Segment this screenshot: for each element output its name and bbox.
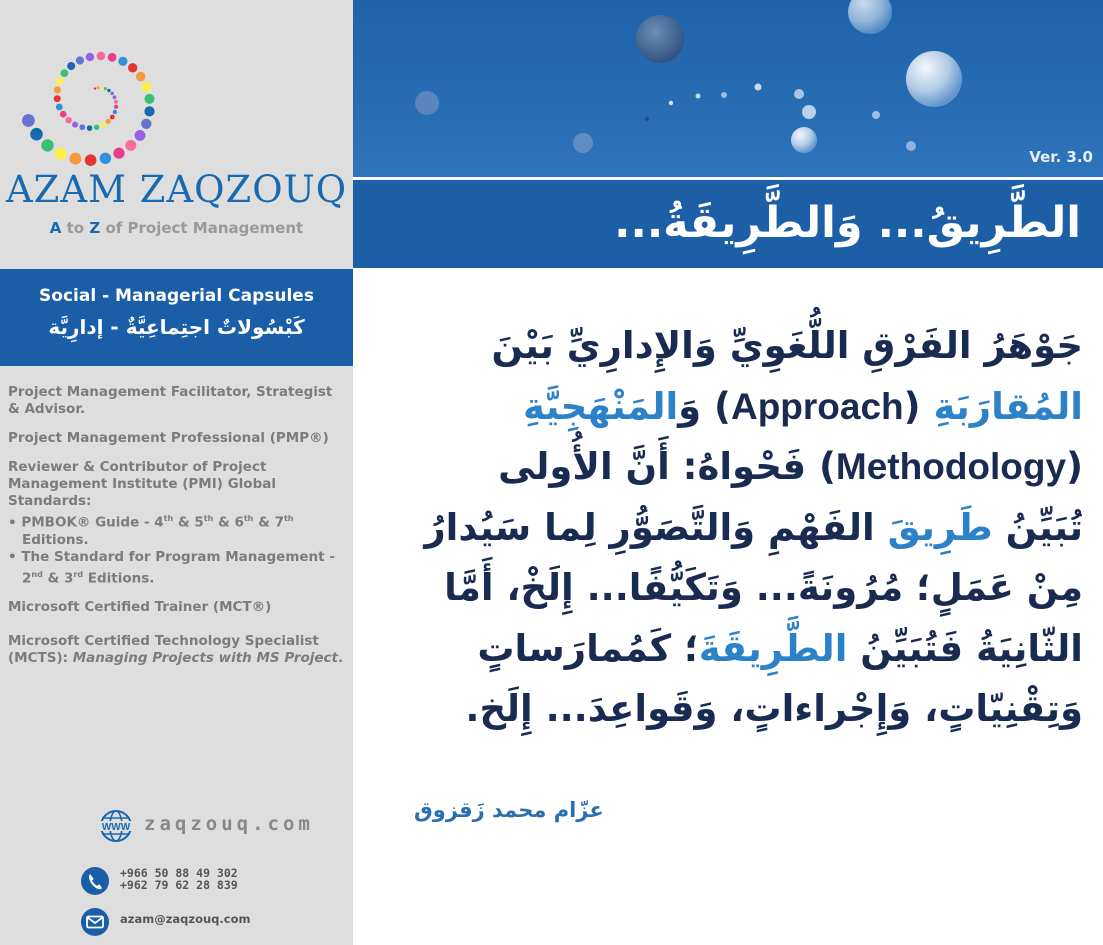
article-body — [378, 316, 1083, 740]
body-line-4: تُبَيِّنُ طَرِيقَ الفَهْمِ وَالتَّصَوُّرِ لِما سَيُدارُ — [424, 505, 1083, 549]
credential-reviewer: Reviewer & Contributor of Project Management Institute (PMI) Global Standards: — [8, 459, 276, 509]
website-url[interactable]: zaqzouq.com — [144, 813, 314, 835]
body-line-1: جَوْهَرُ الفَرْقِ اللُّغَوِيِّ وَالإِدارِيِّ بَيْنَ — [491, 324, 1083, 367]
phone-2: +962 79 62 28 839 — [120, 878, 238, 892]
credential-pmp: Project Management Professional (PMP®) — [8, 430, 329, 446]
capsules-banner — [0, 269, 353, 366]
logo — [0, 0, 353, 262]
capsules-arabic: كَبْسُولاتٌ اجتِماعِيَّةٌ - إدارِيَّة — [48, 315, 305, 339]
brand-name: AZAM ZAQZOUQ — [5, 168, 348, 211]
brand-tagline: A to Z of Project Management — [49, 219, 304, 237]
svg-text:WWW: WWW — [101, 822, 131, 833]
mail-icon — [80, 907, 110, 937]
phone-1: +966 50 88 49 302 — [120, 866, 238, 880]
author-signature: عزّام محمد زَقزوق — [414, 798, 604, 822]
spiral-dots-logo-icon — [0, 0, 353, 170]
body-line-5: مِنْ عَمَلٍ؛ مُرُونَةً... وَتَكَيُّفًا... إِلَخْ، أَمَّا — [444, 566, 1083, 609]
credential-facilitator: Project Management Facilitator, Strategist & Advisor. — [8, 384, 333, 417]
body-line-6: الثّانِيَةُ فَتُبَيِّنُ الطَّرِيقَةَ؛ كَمُمارَساتٍ — [477, 626, 1083, 670]
credential-mcts: Microsoft Certified Technology Specialist (MCTS): Managing Projects with MS Project. — [8, 633, 344, 666]
title-bar — [353, 180, 1103, 268]
body-line-3: (Methodology) فَحْواهُ: أَنَّ الأُولى — [498, 445, 1083, 488]
body-line-2: المُقارَبَةِ (Approach) وَالمَنْهَجِيَّةِ — [523, 384, 1083, 428]
credentials-list — [8, 384, 348, 679]
reviewer-standards — [8, 510, 348, 587]
sidebar — [0, 0, 353, 945]
phone-icon — [80, 866, 110, 896]
credential-mct: Microsoft Certified Trainer (MCT®) — [8, 599, 272, 615]
email-address[interactable]: azam@zaqzouq.com — [120, 912, 251, 926]
phone-numbers — [120, 867, 238, 891]
page-title: الطَّرِيقُ... وَالطَّرِيقَةُ... — [614, 198, 1081, 248]
standard-pmbok: • PMBOK® Guide - 4th & 5th & 6th & 7th Editions. — [8, 510, 348, 549]
website[interactable] — [96, 808, 346, 844]
decorative-bubbles — [353, 0, 1103, 177]
standard-program: • The Standard for Program Management - 2nd & 3rd Editions. — [8, 549, 348, 588]
header-banner — [353, 0, 1103, 177]
capsules-english: Social - Managerial Capsules — [39, 286, 314, 306]
version-label: Ver. 3.0 — [1029, 148, 1093, 166]
body-line-7: وَتِقْنِيّاتٍ، وَإِجْراءاتٍ، وَقَواعِدَ... إِلَخ. — [465, 687, 1083, 730]
globe-icon — [96, 808, 136, 844]
